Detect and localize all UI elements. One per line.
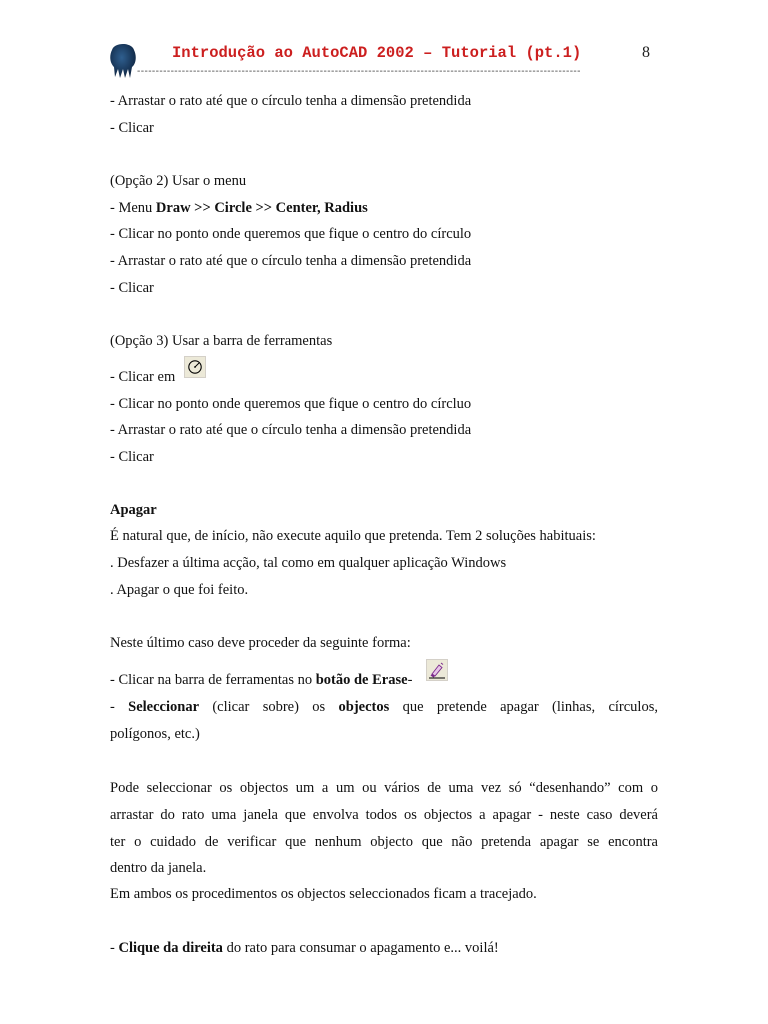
text-line [110, 698, 658, 716]
menu-path: Draw >> Circle >> Center, Radius [155, 200, 368, 216]
text-span: do rato para consumar o apagamento e... voilá! [222, 940, 499, 956]
text-line: - Arrastar o rato até que o círculo tenha a dimensão pretendida [110, 422, 472, 438]
text-line: - Clicar no ponto onde queremos que fique o centro do círcluo [110, 396, 472, 412]
text-span: (clicar sobre) os [199, 699, 339, 715]
text-span: - [110, 940, 119, 956]
erase-button-label: botão de Erase [315, 672, 408, 688]
header-rule: ----------------------------------------------------------------------------------------------------------------------- [137, 67, 581, 77]
text-line: É natural que, de início, não execute aquilo que pretenda. Tem 2 soluções habituais: [110, 528, 596, 544]
text-span: - Clicar na barra de ferramentas no [110, 672, 316, 688]
paragraph-line: arrastar do rato uma janela que envolva todos os objectos a apagar - neste caso deverá [110, 807, 658, 823]
page-number: 8 [642, 44, 650, 61]
paragraph-line: Pode seleccionar os objectos um a um ou vários de uma vez só “desenhando” com o [110, 780, 658, 796]
text-line: - Clicar no ponto onde queremos que fique o centro do círculo [110, 226, 472, 242]
text-span: - [407, 672, 413, 688]
text-span: - Menu [110, 200, 156, 216]
text-line: - Arrastar o rato até que o círculo tenha a dimensão pretendida [110, 93, 472, 109]
bold-term: Clique da direita [118, 940, 223, 956]
circle-center-radius-icon [184, 356, 206, 378]
text-line: - Arrastar o rato até que o círculo tenha a dimensão pretendida [110, 253, 472, 269]
section-title: Apagar [110, 502, 157, 518]
text-line: . Desfazer a última acção, tal como em qualquer aplicação Windows [110, 555, 507, 571]
bold-term: Seleccionar [128, 699, 200, 715]
paragraph-line: dentro da janela. [110, 860, 207, 876]
text-span: que pretende apagar (linhas, círculos, [389, 699, 658, 715]
section-heading [110, 501, 157, 519]
text-line: (Opção 3) Usar a barra de ferramentas [110, 333, 333, 349]
text-line [110, 939, 499, 957]
header-title: Introdução ao AutoCAD 2002 – Tutorial (pt.1) [172, 44, 582, 62]
paragraph-line: ter o cuidado de verificar que nenhum objecto que não pretenda apagar se encontra [110, 834, 658, 850]
text-line: - Clicar [110, 280, 154, 296]
autocad-logo-icon [108, 40, 138, 80]
text-line: - Clicar em [110, 369, 176, 385]
text-line [110, 199, 368, 217]
text-line: (Opção 2) Usar o menu [110, 173, 247, 189]
text-line: polígonos, etc.) [110, 726, 200, 742]
text-line: Neste último caso deve proceder da seguinte forma: [110, 635, 411, 651]
page-header [0, 0, 768, 90]
text-line [110, 671, 412, 689]
text-line: - Clicar [110, 449, 154, 465]
paragraph-line: Em ambos os procedimentos os objectos seleccionados ficam a tracejado. [110, 886, 537, 902]
text-span: - [110, 699, 129, 715]
text-line: - Clicar [110, 120, 154, 136]
erase-eraser-icon [426, 659, 448, 681]
text-line: . Apagar o que foi feito. [110, 582, 249, 598]
bold-term: objectos [338, 699, 390, 715]
